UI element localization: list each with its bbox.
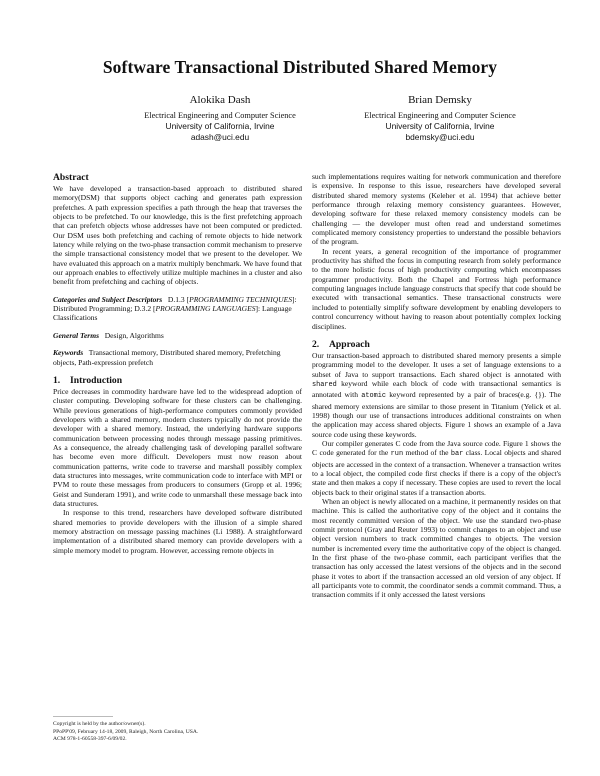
general-terms-label: General Terms: [53, 330, 100, 340]
general-terms-text: Design, Algorithms: [104, 330, 164, 340]
section-title: Introduction: [70, 374, 123, 386]
author-block-2: [310, 95, 570, 143]
copyright-footnote: [53, 721, 302, 744]
author-dept: Electrical Engineering and Computer Science: [144, 111, 296, 120]
keywords-label: Keywords: [53, 348, 84, 358]
left-column: [53, 172, 302, 555]
section-number: 1.: [53, 374, 61, 386]
footnote-line: ACM 978-1-60558-397-6/09/02.: [53, 736, 127, 743]
categories-descriptors: [53, 295, 302, 323]
intro-paragraph-1: Price decreases in commodity hardware have led to the widespread adoption of cluster computing. Developing software for these clusters can be challenging. While previous generations of high-performance computers commonly provided developers with a shared memory, modern clusters typically do not provide the developer with a shared memory. Instead, the underlying hardware supports communication between processing nodes through message passing primitives. As a consequence, the already challenging task of developing parallel software has become even more difficult. Developers must now reason about communication patterns, write code to traverse and marshall possibly complex data structures into messages, write communication code to interface with MPI or PVM to route these messages from producers to consumers (Gropp et al. 1996; Geist and Sunderam 1991), and write code to unmarshall these message back into data structures.: [53, 386, 302, 508]
keywords-text: Transactional memory, Distributed shared memory, Prefetching objects, Path-expression prefetch: [53, 348, 281, 367]
author-name: Brian Demsky: [408, 94, 472, 106]
approach-heading: [312, 339, 561, 351]
approach-text: Our compiler generates C code from the Java source code. Figure 1 shows the C code generated for the: [312, 438, 561, 458]
author-name: Alokika Dash: [189, 94, 251, 106]
categories-text: ]: Language Classifications: [53, 304, 292, 323]
approach-text: Our transaction-based approach to distributed shared memory presents a simple programming model to the developer. It uses a set of language extensions to a subset of Java to support transactions. Each shared object is annotated with: [312, 350, 561, 379]
approach-text: keyword represented by a pair of braces(e.g. {}). The shared memory extensions are similar to those present in Titanium (Yelick et al. 1998) though our use of transactions introduces additional constraints on when the application may access shared objects. Figure 1 shows an example of a Java source code using these keywords.: [312, 390, 562, 439]
intro-paragraph-4: In recent years, a general recognition of the importance of programmer productivity has shifted the focus in computing research from solely performance to the more holistic focus of high productivity computing which encompasses programmer productivity. Both the Chapel and Fortress high performance computing languages include language constructs that specify that code should be executed with transactional semantics. These transactional constructs were included to potentially simplify software development by enabling developers to control concurrency without having to reason about potentially complex locking disciplines.: [312, 246, 561, 331]
author-email: adash@uci.edu: [190, 132, 250, 142]
footnote-line: Copyright is held by the author/owner(s).: [53, 721, 146, 727]
footnote-rule: [53, 716, 113, 717]
intro-paragraph-2: In response to this trend, researchers have developed software distributed shared memories to provide developers with the illusion of a simple shared memory abstraction on message passing machines (Li 1988). A straightforward implementation of a distributed shared memory can provide developers with a simple memory model to program. However, accessing remote objects in: [53, 508, 302, 555]
author-dept: Electrical Engineering and Computer Science: [364, 111, 516, 120]
author-institution: University of California, Irvine: [165, 121, 275, 131]
paper-title: Software Transactional Distributed Shared Memory: [102, 57, 498, 77]
general-terms: [53, 331, 302, 340]
keywords: [53, 348, 302, 367]
introduction-heading: [53, 375, 302, 387]
code-keyword: bar: [450, 450, 464, 459]
approach-text: class. Local objects and shared objects are accessed in the context of a transaction. Whenever a transaction writes to a local object, the compiled code first checks if there is a copy of the object's state and then makes a copy if necessary. These copies are used to revert the local objects back to their original states if a transaction aborts.: [312, 448, 562, 497]
section-number: 2.: [312, 338, 320, 350]
code-keyword: shared: [312, 380, 337, 389]
categories-term: PROGRAMMING LANGUAGES: [155, 304, 256, 314]
intro-paragraph-3: such implementations requires waiting for network communication and therefore is expensive. In response to this issue, researchers have developed several distributed shared memory systems (Keleher et al. 1994) that achieve better performance through relaxing memory consistency guarantees. However, developing software for these relaxed memory consistency models can be challenging — the developer must often read and understand sometimes complicated memory consistency properties to understand the possible behaviors of the program.: [312, 172, 561, 247]
abstract-text: We have developed a transaction-based approach to distributed shared memory(DSM) that supports object caching and generates path expression prefetches. A path expression specifies a path through the heap that traverses the objects to be prefetched. To our knowledge, this is the first prefetching approach that can prefetch objects whose addresses have not been computed or predicted. Our DSM uses both prefetching and caching of remote objects to hide network latency while relying on the two-phase transaction commit mechanism to preserve the simple transactional consistency model that we present to the developer. We have evaluated this approach on a matrix multiply benchmark. We have found that our approach enables to effectively utilize multiple machines in a cluster and also benefit from prefetching and caching of objects.: [53, 184, 302, 287]
approach-text: method of the: [403, 448, 451, 458]
footnote-line: PPoPP'09, February 14-18, 2009, Raleigh, North Carolina, USA.: [53, 728, 199, 735]
categories-text: D.1.3 [: [167, 294, 190, 304]
categories-term: PROGRAMMING TECHNIQUES: [189, 294, 292, 304]
approach-paragraph-1: [312, 351, 561, 439]
categories-label: Categories and Subject Descriptors: [53, 294, 163, 304]
author-email: bdemsky@uci.edu: [405, 132, 475, 142]
approach-paragraph-3: When an object is newly allocated on a machine, it permanently resides on that machine. This is called the authoritative copy of the object and it contains the most recently committed version of the object. We use the standard two-phase commit protocol (Gray and Reuter 1993) to commit changes to an object and use object version numbers to track committed changes to objects. The version number is incremented every time the authoritative copy of the object is changed. In the first phase of the two-phase commit, each participant verifies that the transaction has only accessed the latest versions of the objects and in the second phase it votes to abort if the transaction accessed an old version of any object. If all participants vote to commit, the coordinator sends a commit command. Thus, a transaction commits if it only accessed the latest versions: [312, 497, 561, 600]
code-keyword: run: [390, 450, 404, 459]
right-column: [312, 172, 561, 600]
section-title: Approach: [329, 338, 370, 350]
approach-text: keyword while each block of code with transactional semantics is annotated with: [312, 378, 561, 400]
abstract-heading: Abstract: [53, 172, 89, 183]
code-keyword: atomic: [361, 392, 387, 401]
approach-paragraph-2: [312, 439, 561, 497]
author-institution: University of California, Irvine: [385, 121, 495, 131]
categories-text: ]: Distributed Programming; D.3.2 [: [53, 294, 297, 314]
